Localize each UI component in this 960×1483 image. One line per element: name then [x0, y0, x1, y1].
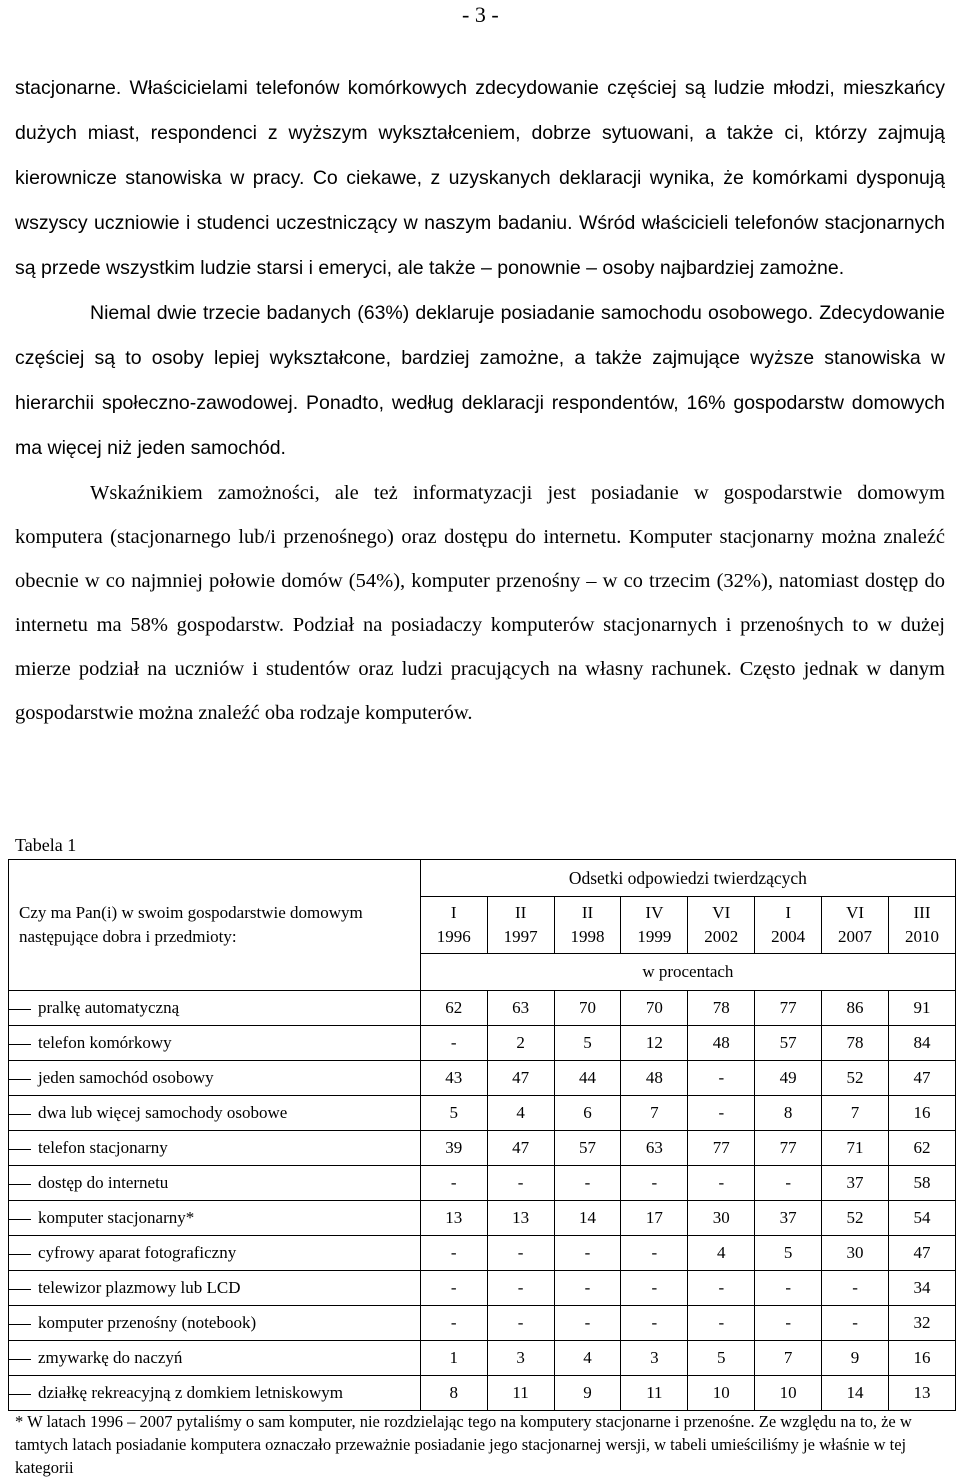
table-cell: 7 — [755, 1341, 822, 1376]
table-cell: 8 — [755, 1096, 822, 1131]
dash-bullet — [9, 1079, 31, 1080]
table-cell: - — [420, 1306, 487, 1341]
table-cell: 48 — [688, 1026, 755, 1061]
dash-bullet — [9, 1324, 31, 1325]
row-label: działkę rekreacyjną z domkiem letniskowym — [38, 1383, 343, 1402]
row-label: zmywarkę do naczyń — [38, 1348, 183, 1367]
table-cell: - — [688, 1306, 755, 1341]
table-cell: 77 — [755, 991, 822, 1026]
table-row — [9, 1096, 956, 1131]
table-label: Tabela 1 — [15, 835, 77, 855]
table-cell: 17 — [621, 1201, 688, 1236]
table-row — [9, 1201, 956, 1236]
table-cell: - — [487, 1166, 554, 1201]
table-cell: 7 — [621, 1096, 688, 1131]
table-cell: 9 — [822, 1341, 889, 1376]
table-row — [9, 1271, 956, 1306]
table-cell: 57 — [554, 1131, 621, 1166]
table-cell: 30 — [822, 1236, 889, 1271]
table-row — [9, 1131, 956, 1166]
column-header — [420, 897, 487, 954]
table-cell: 62 — [889, 1131, 956, 1166]
table-cell: 16 — [889, 1341, 956, 1376]
dash-bullet — [9, 1149, 31, 1150]
column-year: 1996 — [436, 927, 471, 946]
row-label-cell — [9, 1201, 421, 1236]
table-group-header: Odsetki odpowiedzi twierdzących — [420, 860, 955, 897]
dash-bullet — [9, 1254, 31, 1255]
table-row — [9, 1306, 956, 1341]
column-header — [554, 897, 621, 954]
table-cell: 57 — [755, 1026, 822, 1061]
table-cell: - — [621, 1271, 688, 1306]
table-cell: 54 — [889, 1201, 956, 1236]
table-cell: - — [688, 1096, 755, 1131]
table-row — [9, 1166, 956, 1201]
table-cell: 49 — [755, 1061, 822, 1096]
column-header — [621, 897, 688, 954]
table-cell: 44 — [554, 1061, 621, 1096]
row-label: komputer stacjonarny* — [38, 1208, 195, 1227]
row-label-cell — [9, 1166, 421, 1201]
column-header — [755, 897, 822, 954]
row-label: dostęp do internetu — [38, 1173, 169, 1192]
table-cell: 5 — [688, 1341, 755, 1376]
table-cell: - — [755, 1271, 822, 1306]
table-cell: - — [554, 1236, 621, 1271]
table-cell: - — [688, 1166, 755, 1201]
table-cell: 11 — [487, 1376, 554, 1411]
table-cell: - — [621, 1236, 688, 1271]
table-cell: 37 — [822, 1166, 889, 1201]
table-cell: 47 — [889, 1236, 956, 1271]
row-label: pralkę automatyczną — [38, 998, 180, 1017]
column-header — [822, 897, 889, 954]
dash-bullet — [9, 1114, 31, 1115]
table-cell: 70 — [621, 991, 688, 1026]
table-cell: 58 — [889, 1166, 956, 1201]
table-cell: 4 — [554, 1341, 621, 1376]
table-cell: 5 — [755, 1236, 822, 1271]
dash-bullet — [9, 1289, 31, 1290]
table-cell: 52 — [822, 1061, 889, 1096]
dash-bullet — [9, 1359, 31, 1360]
row-label-cell — [9, 1271, 421, 1306]
table-cell: 5 — [554, 1026, 621, 1061]
column-survey: IV — [645, 903, 664, 922]
paragraph-cars: Niemal dwie trzecie badanych (63%) deklaruje posiadanie samochodu osobowego. Zdecydowanie częściej są to osoby lepiej wykształcone, bardziej zamożne, a także zajmujące wyższe stanowiska w hierarchii społeczno-zawodowej. Ponadto, według deklaracji respondentów, 16% gospodarstw domowych ma więcej niż jeden samochód. — [15, 302, 945, 459]
table-cell: 13 — [487, 1201, 554, 1236]
table-cell: 48 — [621, 1061, 688, 1096]
table-cell: 30 — [688, 1201, 755, 1236]
table-cell: 11 — [621, 1376, 688, 1411]
table-cell: - — [621, 1166, 688, 1201]
row-label-cell — [9, 1236, 421, 1271]
row-label-cell — [9, 1376, 421, 1411]
table-cell: 32 — [889, 1306, 956, 1341]
column-header — [889, 897, 956, 954]
column-header — [487, 897, 554, 954]
dash-bullet — [9, 1184, 31, 1185]
row-label-cell — [9, 1096, 421, 1131]
table-row — [9, 1341, 956, 1376]
row-label-cell — [9, 1026, 421, 1061]
table-cell: - — [420, 1271, 487, 1306]
table-cell: 14 — [554, 1201, 621, 1236]
row-label-cell — [9, 1061, 421, 1096]
table-cell: 13 — [420, 1201, 487, 1236]
row-label: telewizor plazmowy lub LCD — [38, 1278, 241, 1297]
table-cell: - — [487, 1271, 554, 1306]
table-cell: - — [487, 1306, 554, 1341]
table-cell: - — [688, 1271, 755, 1306]
column-survey: I — [785, 903, 791, 922]
column-survey: III — [913, 903, 931, 922]
dash-bullet — [9, 1044, 31, 1045]
table-cell: 86 — [822, 991, 889, 1026]
column-year: 2010 — [905, 927, 939, 946]
row-label: telefon stacjonarny — [38, 1138, 168, 1157]
table-row — [9, 1376, 956, 1411]
table-cell: 63 — [621, 1131, 688, 1166]
table-cell: 6 — [554, 1096, 621, 1131]
table-unit: w procentach — [420, 954, 955, 991]
table-cell: 1 — [420, 1341, 487, 1376]
table-cell: 78 — [822, 1026, 889, 1061]
column-survey: VI — [712, 903, 731, 922]
table-cell: 5 — [420, 1096, 487, 1131]
table-cell: 10 — [755, 1376, 822, 1411]
table-cell: 43 — [420, 1061, 487, 1096]
paragraph-phones: stacjonarne. Właścicielami telefonów komórkowych zdecydowanie częściej są ludzie młodzi, mieszkańcy dużych miast, respondenci z wyższym wykształceniem, dobrze sytuowani, a także ci, którzy zajmują kierownicze stanowiska w pracy. Co ciekawe, z uzyskanych deklaracji wynika, że komórkami dysponują wszyscy uczniowie i studenci uczestniczący w naszym badaniu. Wśród właścicieli telefonów stacjonarnych są przede wszystkim ludzie starsi i emeryci, ale także – ponownie – osoby najbardziej zamożne. — [15, 77, 945, 279]
table-row — [9, 1236, 956, 1271]
dash-bullet — [9, 1394, 31, 1395]
row-label: komputer przenośny (notebook) — [38, 1313, 257, 1332]
column-year: 2002 — [704, 927, 739, 946]
column-year: 2004 — [771, 927, 806, 946]
table-cell: - — [554, 1166, 621, 1201]
table-cell: - — [822, 1306, 889, 1341]
table-cell: 8 — [420, 1376, 487, 1411]
table-cell: 63 — [487, 991, 554, 1026]
table-cell: - — [755, 1166, 822, 1201]
table-cell: 52 — [822, 1201, 889, 1236]
table-cell: 62 — [420, 991, 487, 1026]
column-survey: II — [581, 903, 594, 922]
table-cell: 91 — [889, 991, 956, 1026]
column-year: 1998 — [570, 927, 605, 946]
row-label: telefon komórkowy — [38, 1033, 172, 1052]
table-row — [9, 991, 956, 1026]
table-row — [9, 1026, 956, 1061]
table-cell: - — [621, 1306, 688, 1341]
table-cell: 4 — [688, 1236, 755, 1271]
table-cell: - — [755, 1306, 822, 1341]
table-cell: 84 — [889, 1026, 956, 1061]
table-cell: 77 — [688, 1131, 755, 1166]
table-cell: 39 — [420, 1131, 487, 1166]
table-cell: 78 — [688, 991, 755, 1026]
table-cell: 4 — [487, 1096, 554, 1131]
table-cell: 71 — [822, 1131, 889, 1166]
table-cell: 34 — [889, 1271, 956, 1306]
table-cell: 10 — [688, 1376, 755, 1411]
row-label-cell — [9, 991, 421, 1026]
column-header — [688, 897, 755, 954]
data-table — [8, 859, 956, 1411]
table-cell: 13 — [889, 1376, 956, 1411]
row-label-cell — [9, 1341, 421, 1376]
column-year: 1999 — [637, 927, 672, 946]
table-question: Czy ma Pan(i) w swoim gospodarstwie domowym następujące dobra i przedmioty: — [9, 860, 421, 991]
row-label-cell — [9, 1306, 421, 1341]
row-label: cyfrowy aparat fotograficzny — [38, 1243, 237, 1262]
table-cell: 16 — [889, 1096, 956, 1131]
row-label: dwa lub więcej samochody osobowe — [38, 1103, 288, 1122]
table-cell: 37 — [755, 1201, 822, 1236]
column-year: 2007 — [838, 927, 873, 946]
column-survey: I — [450, 903, 457, 922]
table-cell: - — [420, 1236, 487, 1271]
table-cell: 47 — [487, 1131, 554, 1166]
body-text — [15, 66, 945, 735]
table-cell: - — [688, 1061, 755, 1096]
table-cell: - — [554, 1271, 621, 1306]
table-cell: 3 — [487, 1341, 554, 1376]
table-cell: 3 — [621, 1341, 688, 1376]
table-cell: - — [554, 1306, 621, 1341]
table-cell: - — [420, 1026, 487, 1061]
column-survey: VI — [846, 903, 865, 922]
column-survey: II — [514, 903, 527, 922]
table-cell: 47 — [889, 1061, 956, 1096]
table-cell: 14 — [822, 1376, 889, 1411]
table-cell: 70 — [554, 991, 621, 1026]
table-cell: 77 — [755, 1131, 822, 1166]
table-footnote: * W latach 1996 – 2007 pytaliśmy o sam komputer, nie rozdzielając tego na komputery stacjonarne i przenośne. Ze względu na to, że w tamtych latach posiadanie komputera oznaczało przeważnie posiadanie jego stacjonarnej wersji, w tabeli umieściliśmy je właśnie w tej kategorii — [15, 1412, 912, 1477]
dash-bullet — [9, 1219, 31, 1220]
dash-bullet — [9, 1009, 31, 1010]
table-row — [9, 1061, 956, 1096]
table-cell: 7 — [822, 1096, 889, 1131]
table-cell: - — [420, 1166, 487, 1201]
table-cell: 9 — [554, 1376, 621, 1411]
row-label: jeden samochód osobowy — [38, 1068, 214, 1087]
table-cell: 12 — [621, 1026, 688, 1061]
column-year: 1997 — [503, 927, 538, 946]
table-cell: 47 — [487, 1061, 554, 1096]
row-label-cell — [9, 1131, 421, 1166]
table-cell: - — [487, 1236, 554, 1271]
table-cell: 2 — [487, 1026, 554, 1061]
table-cell: - — [822, 1271, 889, 1306]
paragraph-computers: Wskaźnikiem zamożności, ale też informatyzacji jest posiadanie w gospodarstwie domowym komputera (stacjonarnego lub/i przenośnego) oraz dostępu do internetu. Komputer stacjonarny można znaleźć obecnie w co najmniej połowie domów (54%), komputer przenośny – w co trzecim (32%), natomiast dostęp do internetu ma 58% gospodarstw. Podział na posiadaczy komputerów stacjonarnych i przenośnych to w dużej mierze podział na uczniów i studentów oraz ludzi pracujących na własny rachunek. Często jednak w danym gospodarstwie można znaleźć oba rodzaje komputerów. — [15, 482, 945, 724]
